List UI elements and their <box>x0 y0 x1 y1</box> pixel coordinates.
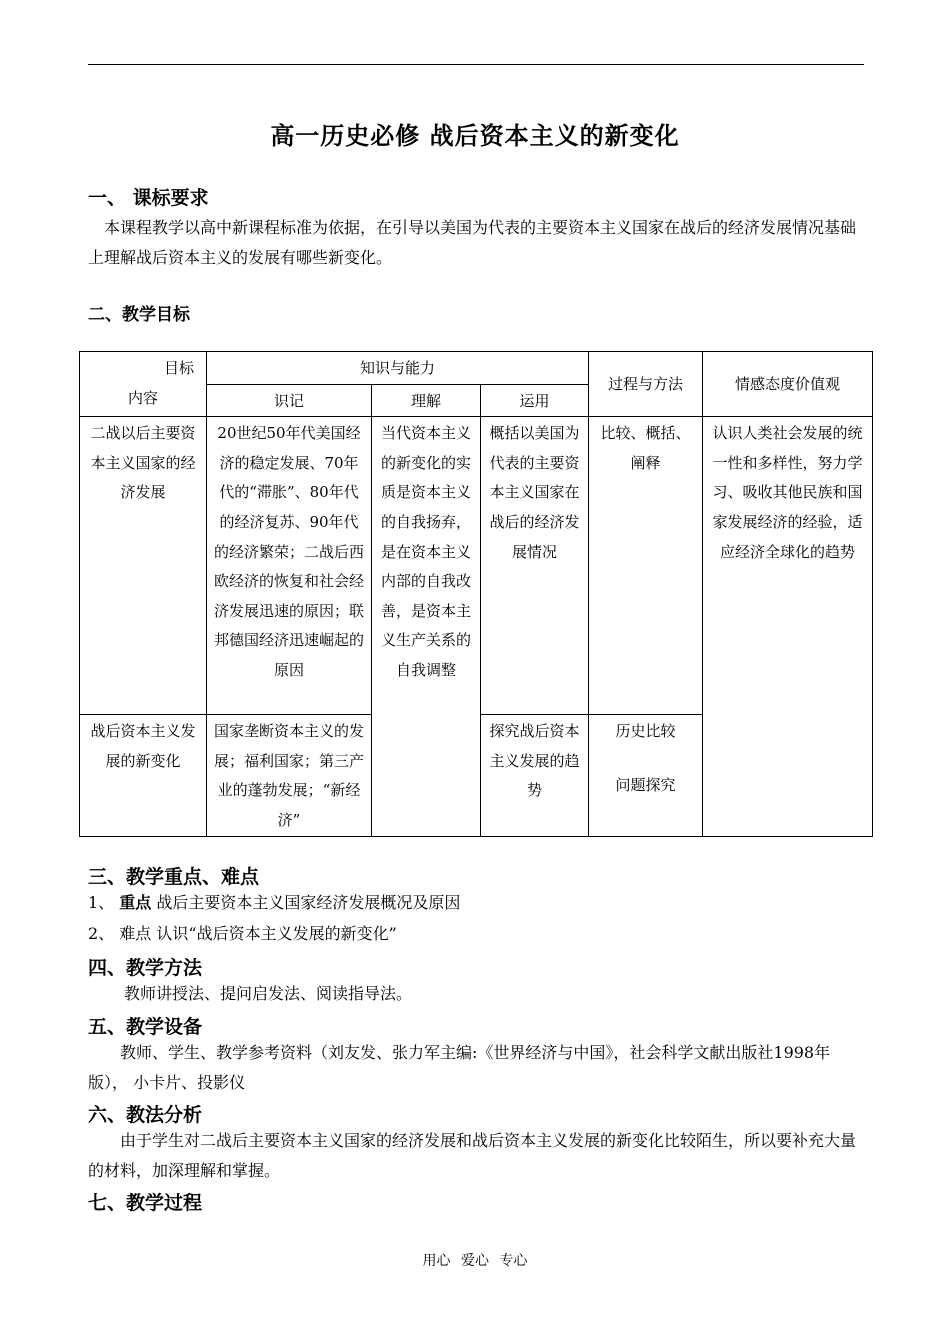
section-text-equipment: 教师、学生、教学参考资料（刘友发、张力军主编:《世界经济与中国》，社会科学文献出版社1998年版）， 小卡片、投影仪 <box>88 1043 831 1092</box>
section-heading-process: 七、教学过程 <box>88 1192 203 1214</box>
section-heading-curriculum: 一、 课标要求 <box>88 187 209 209</box>
difficulty-item <box>88 920 397 948</box>
row1-memory: 20世纪50年代美国经济的稳定发展、70年代的“滞胀”、80年代的经济复苏、90年代的经济繁荣；二战后西欧经济的恢复和社会经济发展迅速的原因；联邦德国经济迅速崛起的原因 <box>207 417 372 715</box>
header-knowledge-ability: 知识与能力 <box>207 352 589 385</box>
item-number: 2、 <box>88 924 115 943</box>
section-heading-methods: 四、教学方法 <box>88 957 203 979</box>
subheader-application: 运用 <box>481 384 589 417</box>
section-heading-key-points: 三、教学重点、难点 <box>88 866 260 888</box>
row1-application: 概括以美国为代表的主要资本主义国家在战后的经济发展情况 <box>481 417 589 715</box>
key-point-text: 战后主要资本主义国家经济发展概况及原因 <box>156 893 461 912</box>
page-title: 高一历史必修 战后资本主义的新变化 <box>270 122 680 150</box>
row1-process: 比较、概括、阐释 <box>589 417 703 715</box>
row2-application: 探究战后资本主义发展的趋势 <box>481 715 589 836</box>
corner-label-content: 内容 <box>127 388 158 407</box>
objectives-table <box>79 351 873 837</box>
section-text-analysis: 由于学生对二战后主要资本主义国家的经济发展和战后资本主义发展的新变化比较陌生，所以要补充大量的材料，加深理解和掌握。 <box>88 1131 857 1180</box>
header-attitude-values: 情感态度价值观 <box>703 352 873 417</box>
key-point-item <box>88 889 460 917</box>
row2-content: 战后资本主义发展的新变化 <box>80 715 207 836</box>
row2-process-item-2: 问题探究 <box>615 775 676 794</box>
shared-understanding: 当代资本主义的新变化的实质是资本主义的自我扬弃，是在资本主义内部的自我改善，是资本主义生产关系的自我调整 <box>372 417 481 836</box>
shared-attitude: 认识人类社会发展的统一性和多样性，努力学习、吸收其他民族和国家发展经济的经验，适应经济全球化的趋势 <box>703 417 873 836</box>
subheader-understanding: 理解 <box>372 384 481 417</box>
header-rule <box>88 64 864 65</box>
section-text-methods: 教师讲授法、提问启发法、阅读指导法。 <box>124 984 413 1003</box>
section-heading-analysis: 六、教法分析 <box>88 1104 203 1126</box>
page-footer: 用心 爱心 专心 <box>422 1253 528 1269</box>
table-corner-cell <box>80 352 207 417</box>
subheader-memory: 识记 <box>207 384 372 417</box>
section-heading-equipment: 五、教学设备 <box>88 1016 203 1038</box>
row2-process <box>589 715 703 836</box>
difficulty-text: 认识“战后资本主义发展的新变化” <box>156 924 397 943</box>
row2-process-item-1: 历史比较 <box>615 722 676 741</box>
header-process-method: 过程与方法 <box>589 352 703 417</box>
row2-memory: 国家垄断资本主义的发展；福利国家；第三产业的蓬勃发展；“新经济” <box>207 715 372 836</box>
item-number: 1、 <box>88 893 115 912</box>
difficulty-label: 难点 <box>119 924 152 943</box>
corner-label-objective: 目标 <box>163 359 194 377</box>
section-text-curriculum: 本课程教学以高中新课程标准为依据，在引导以美国为代表的主要资本主义国家在战后的经济发展情况基础上理解战后资本主义的发展有哪些新变化。 <box>88 218 857 267</box>
section-heading-objectives: 二、教学目标 <box>88 305 190 325</box>
row1-content: 二战以后主要资本主义国家的经济发展 <box>80 417 207 715</box>
key-point-label: 重点 <box>119 893 152 912</box>
